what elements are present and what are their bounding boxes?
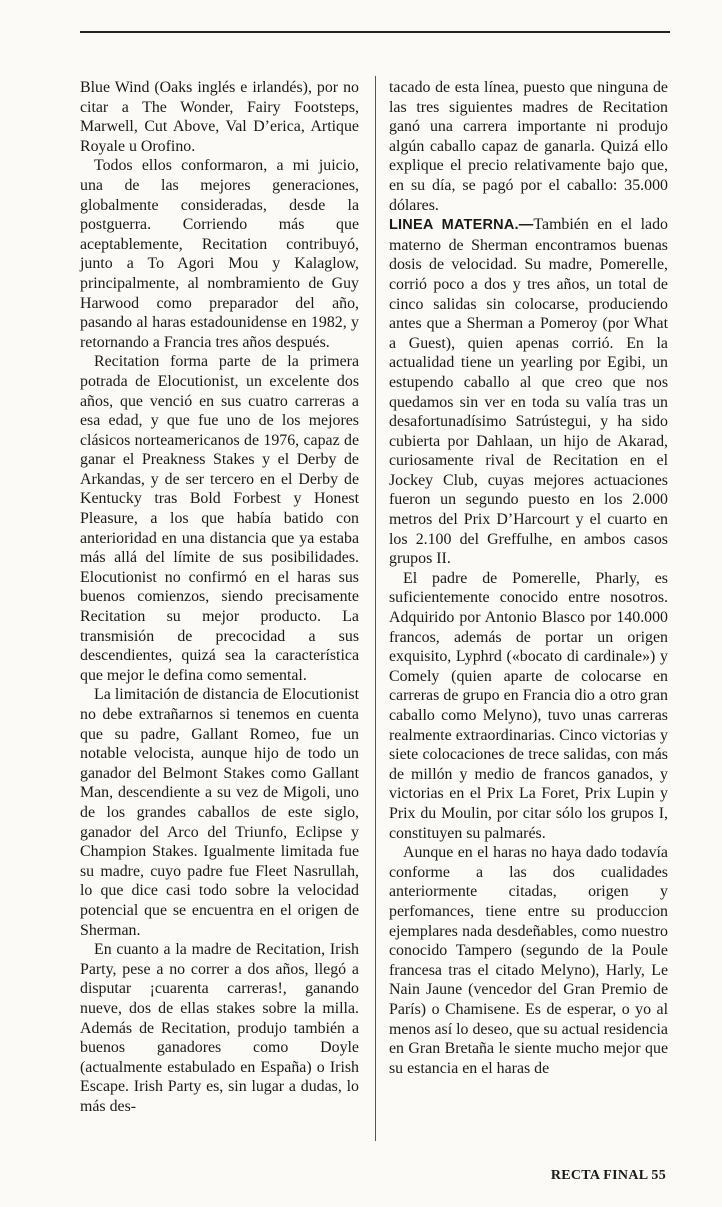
paragraph: En cuanto a la madre de Recitation, Irish Party, pese a no correr a dos años, llegó a disputar ¡cuarenta carreras!, ganando nueve, dos de ellas stakes sobre la milla. Además de Recitation, produjo también a buenos ganadores como Doyle (actualmente estabulado en España) o Irish Escape. Irish Party es, sin lugar a dudas, lo más des-: [80, 941, 359, 1115]
paragraph: La limitación de distancia de Elocutionist no debe extrañarnos si tenemos en cuenta que su padre, Gallant Romeo, fue un notable velocista, aunque hijo de todo un ganador del Belmont Stakes como Gallant Man, descendiente a su vez de Migoli, uno de los grandes caballos de este siglo, ganador del Arco del Triunfo, Eclipse y Champion Stakes. Igualmente limitada fue su madre, cuyo padre fue Fleet Nasrullah, lo que dice casi todo sobre la velocidad potencial que se encuentra en el origen de Sherman.: [80, 686, 359, 939]
paragraph: tacado de esta línea, puesto que ninguna de las tres siguientes madres de Recitation ganó una carrera importante ni produjo algún caballo capaz de ganarla. Quizá ello explique el precio relativamente bajo que, en su día, se pagó por el caballo: 35.000 dólares.: [389, 79, 668, 214]
page-footer: RECTA FINAL 55: [550, 1168, 666, 1183]
section-heading: LINEA MATERNA.—: [389, 217, 534, 234]
paragraph: El padre de Pomerelle, Pharly, es suficientemente conocido entre nosotros. Adquirido por Antonio Blasco por 140.000 francos, además de portar un origen exquisito, Lyphrd («bocato di cardinale») y Comely (quien aparte de colocarse en carreras de grupo en Francia dio a otro gran caballo como Melyno), tuvo unas carreras realmente extraordinarias. Cinco victorias y siete colocaciones de trece salidas, con más de millón y medio de francos ganados, y victorias en el Prix La Foret, Prix Lupin y Prix du Moulin, por citar sólo los grupos I, constituyen su palmarés.: [389, 569, 668, 842]
right-column: [389, 78, 668, 1078]
paragraph: Aunque en el haras no haya dado todavía conforme a las dos cualidades anteriormente citadas, origen y perfomances, tiene entre su produccion ejemplares nada desdeñables, como nuestro conocido Tampero (segundo de la Poule francesa tras el citado Melyno), Harly, Le Nain Jaune (vencedor del Gran Premio de París) o Chamisene. Es de esperar, o yo al menos así lo deseo, que su actual residencia en Gran Bretaña le siente mucho mejor que su estancia en el haras de: [389, 844, 668, 1077]
column-divider: [375, 76, 376, 1141]
paragraph: Todos ellos conformaron, a mi juicio, una de las mejores generaciones, globalmente consideradas, desde la postguerra. Corriendo más que aceptablemente, Recitation contribuyó, junto a To Agori Mou y Kalaglow, principalmente, al nombramiento de Guy Harwood como preparador del año, pasando al haras estadounidense en 1982, y retornando a Francia tres años después.: [80, 157, 359, 351]
top-rule: [80, 31, 670, 33]
paragraph: [389, 215, 668, 569]
paragraph-text: También en el lado materno de Sherman encontramos buenas dosis de velocidad. Su madre, Pomerelle, corrió poco a dos y tres años, un total de cinco salidas sin colocarse, produciendo antes que a Sherman a Pomeroy (por What a Guest), quien apenas corrió. En la actualidad tiene un yearling por Egibi, un estupendo caballo al que creo que nos quedamos sin ver en toda su valía tras un desafortunadísimo Satrústegui, y ha sido cubierta por Dahlaan, un hijo de Akarad, curiosamente rival de Recitation en el Jockey Club, cuyas mejores actuaciones fueron un segundo puesto en los 2.000 metros del Prix D’Harcourt y el cuarto en los 2.100 del Greffulhe, en ambos casos grupos II.: [389, 216, 668, 568]
paragraph: Recitation forma parte de la primera potrada de Elocutionist, un excelente dos años, que venció en sus cuatro carreras a esa edad, y que fue uno de los mejores clásicos norteamericanos de 1976, capaz de ganar el Preakness Stakes y el Derby de Arkandas, y de ser tercero en el Derby de Kentucky tras Bold Forbest y Honest Pleasure, a los que había batido con anterioridad en una distancia que ya estaba más allá del límite de sus posibilidades. Elocutionist no confirmó en el haras sus buenos comienzos, siendo precisamente Recitation su mejor producto. La transmisión de precocidad a sus descendientes, quizá sea la característica que mejor le defina como semental.: [80, 353, 359, 684]
left-column: [80, 78, 359, 1116]
paragraph: Blue Wind (Oaks inglés e irlandés), por no citar a The Wonder, Fairy Footsteps, Marwell, Cut Above, Val D’erica, Artique Royale u Orofino.: [80, 79, 359, 155]
